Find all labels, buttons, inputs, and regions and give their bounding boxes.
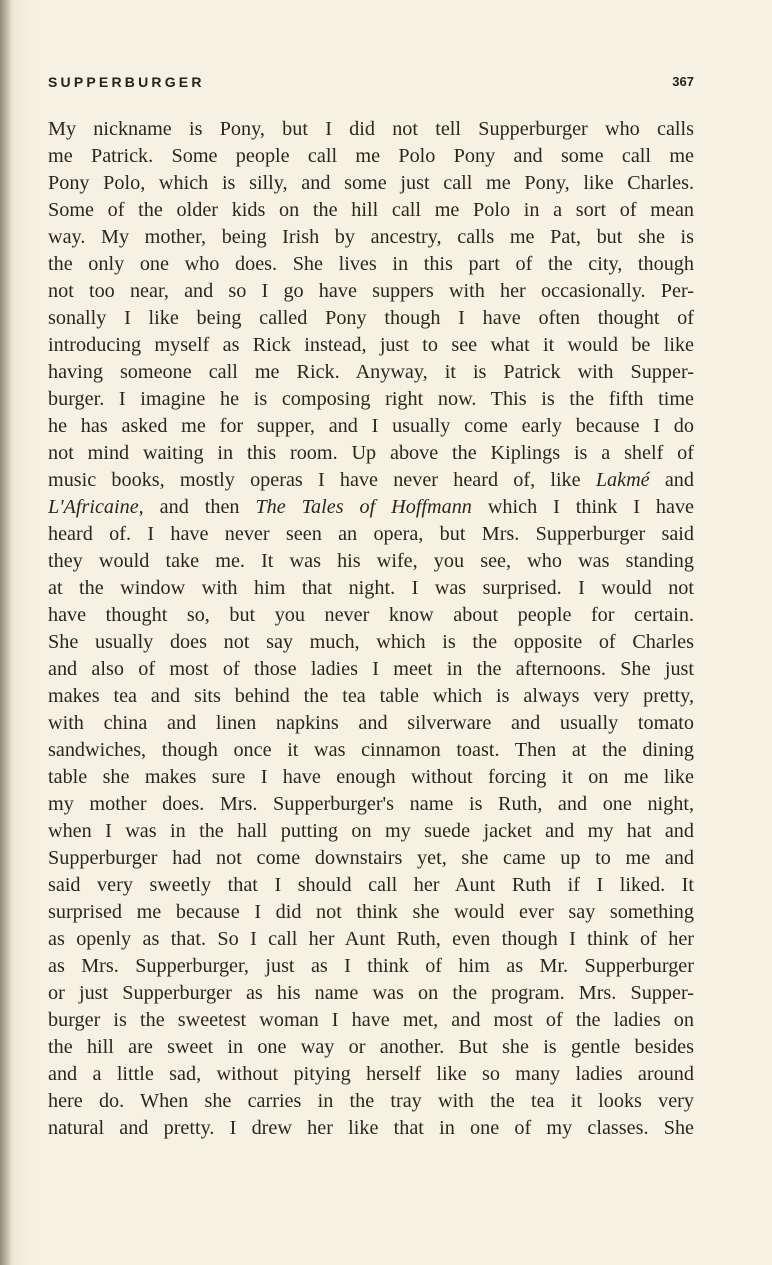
opera-title: L'Africaine, — [48, 496, 144, 518]
text-line: table she makes sure I have enough without forcing it on me like — [48, 766, 694, 788]
text-line: not too near, and so I go have suppers with her occasionally. Per- — [48, 280, 694, 302]
text-line: having someone call me Rick. Anyway, it is Patrick with Supper- — [48, 361, 694, 383]
text-run: and then — [143, 496, 256, 518]
text-line: not mind waiting in this room. Up above the Kiplings is a shelf of — [48, 442, 694, 464]
running-head: SUPPERBURGER — [48, 74, 205, 90]
text-line: burger. I imagine he is composing right now. This is the fifth time — [48, 388, 694, 410]
text-line: as Mrs. Supperburger, just as I think of him as Mr. Supperburger — [48, 955, 694, 977]
text-line: makes tea and sits behind the tea table which is always very pretty, — [48, 685, 694, 707]
text-line: have thought so, but you never know about people for certain. — [48, 604, 694, 626]
text-line: he has asked me for supper, and I usually come early because I do — [48, 415, 694, 437]
text-line: She usually does not say much, which is the opposite of Charles — [48, 631, 694, 653]
text-line: and also of most of those ladies I meet in the afternoons. She just — [48, 658, 694, 680]
text-line: introducing myself as Rick instead, just to see what it would be like — [48, 334, 694, 356]
body-text — [48, 116, 694, 1142]
text-line: heard of. I have never seen an opera, but Mrs. Supperburger said — [48, 523, 694, 545]
text-line: way. My mother, being Irish by ancestry, calls me Pat, but she is — [48, 226, 694, 248]
text-line: me Patrick. Some people call me Polo Pony and some call me — [48, 145, 694, 167]
text-line: sonally I like being called Pony though I have often thought of — [48, 307, 694, 329]
text-run: music books, mostly operas I have never heard of, like — [48, 469, 596, 491]
opera-title: Lakmé — [595, 469, 650, 491]
text-line: the hill are sweet in one way or another. But she is gentle besides — [48, 1036, 694, 1058]
text-line: said very sweetly that I should call her Aunt Ruth if I liked. It — [48, 874, 694, 896]
text-line: my mother does. Mrs. Supperburger's name is Ruth, and one night, — [48, 793, 694, 815]
text-line: natural and pretty. I drew her like that in one of my classes. She — [48, 1117, 694, 1139]
text-line: with china and linen napkins and silverware and usually tomato — [48, 712, 694, 734]
opera-title: The Tales of Hoffmann — [255, 496, 472, 518]
text-line: Pony Polo, which is silly, and some just call me Pony, like Charles. — [48, 172, 694, 194]
text-line: Supperburger had not come downstairs yet, she came up to me and — [48, 847, 694, 869]
text-line: or just Supperburger as his name was on the program. Mrs. Supper- — [48, 982, 694, 1004]
text-line: they would take me. It was his wife, you see, who was standing — [48, 550, 694, 572]
text-line — [48, 467, 694, 494]
page-header — [48, 74, 694, 98]
text-line: My nickname is Pony, but I did not tell Supperburger who calls — [48, 118, 694, 140]
page-number: 367 — [672, 74, 694, 89]
text-line: as openly as that. So I call her Aunt Ruth, even though I think of her — [48, 928, 694, 950]
text-line: here do. When she carries in the tray with the tea it looks very — [48, 1090, 694, 1112]
text-run: and — [649, 469, 694, 491]
text-line: Some of the older kids on the hill call me Polo in a sort of mean — [48, 199, 694, 221]
text-line: and a little sad, without pitying herself like so many ladies around — [48, 1063, 694, 1085]
text-run: which I think I have — [471, 496, 694, 518]
text-line: sandwiches, though once it was cinnamon toast. Then at the dining — [48, 739, 694, 761]
text-line: burger is the sweetest woman I have met, and most of the ladies on — [48, 1009, 694, 1031]
text-line: when I was in the hall putting on my suede jacket and my hat and — [48, 820, 694, 842]
text-line: surprised me because I did not think she would ever say something — [48, 901, 694, 923]
text-line: the only one who does. She lives in this part of the city, though — [48, 253, 694, 275]
gutter-shadow — [0, 0, 12, 1265]
text-line: at the window with him that night. I was surprised. I would not — [48, 577, 694, 599]
text-line — [48, 494, 694, 521]
